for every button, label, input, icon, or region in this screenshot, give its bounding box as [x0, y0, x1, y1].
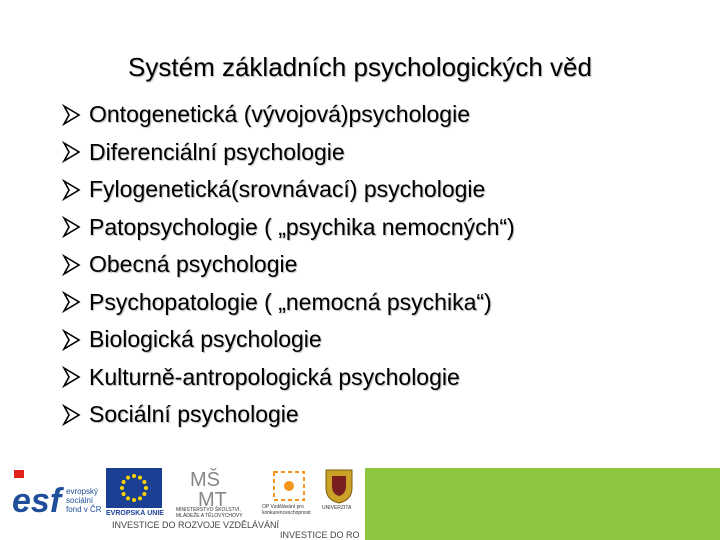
list-item-text: Biologická psychologie — [89, 326, 322, 352]
list-item — [62, 209, 515, 247]
list-item-text: Psychopatologie ( „nemocná psychika“) — [89, 288, 492, 315]
esf-line-3: fond v ČR — [66, 505, 102, 514]
msmt-caption: MINISTERSTVO ŠKOLSTVÍ, MLÁDEŽE A TĚLOVÝCHOVY — [176, 507, 243, 519]
arrow-bullet-icon — [62, 141, 81, 163]
svg-text:MŠ: MŠ — [190, 469, 220, 491]
university-crest-logo — [322, 468, 356, 504]
footer-tagline-partial: INVESTICE DO RO — [280, 530, 360, 540]
slide-title: Systém základních psychologických věd — [128, 52, 592, 82]
eu-flag-logo — [106, 468, 162, 508]
arrow-bullet-icon — [62, 216, 81, 238]
arrow-bullet-icon — [62, 179, 81, 201]
list-item — [62, 134, 515, 172]
esf-line-2: sociální — [66, 496, 94, 505]
svg-text:MT: MT — [198, 489, 227, 508]
green-accent-block — [365, 468, 720, 540]
list-item-text: Kulturně-antropologická psychologie — [89, 363, 460, 390]
arrow-bullet-icon — [62, 366, 81, 388]
list-item — [62, 96, 515, 134]
svg-text:esf: esf — [12, 482, 62, 520]
list-item — [62, 359, 515, 397]
list-item-text: Ontogenetická (vývojová)psychologie — [89, 101, 470, 127]
list-item-text: Patopsychologie ( „psychika nemocných“) — [89, 213, 515, 240]
msmt-logo — [184, 466, 240, 508]
arrow-bullet-icon — [62, 404, 81, 426]
esf-line-1: evropský — [66, 487, 99, 496]
footer-tagline: INVESTICE DO ROZVOJE VZDĚLÁVÁNÍ — [112, 520, 280, 530]
list-item-text: Sociální psychologie — [89, 401, 299, 427]
list-item — [62, 171, 515, 209]
list-item-text: Obecná psychologie — [89, 251, 298, 277]
bullet-list — [62, 96, 515, 434]
list-item — [62, 246, 515, 284]
university-caption: UNIVERZITA — [322, 505, 352, 511]
arrow-bullet-icon — [62, 291, 81, 313]
op-vk-logo — [264, 468, 314, 504]
list-item-text: Diferenciální psychologie — [89, 138, 345, 165]
arrow-bullet-icon — [62, 104, 81, 126]
eu-caption: EVROPSKÁ UNIE — [106, 510, 164, 517]
list-item-text: Fylogenetická(srovnávací) psychologie — [89, 176, 486, 202]
list-item — [62, 396, 515, 434]
op-vk-caption: OP Vzdělávání pro konkurenceschopnost — [262, 504, 311, 516]
arrow-bullet-icon — [62, 329, 81, 351]
list-item — [62, 284, 515, 322]
list-item — [62, 321, 515, 359]
arrow-bullet-icon — [62, 254, 81, 276]
esf-logo — [10, 468, 110, 520]
